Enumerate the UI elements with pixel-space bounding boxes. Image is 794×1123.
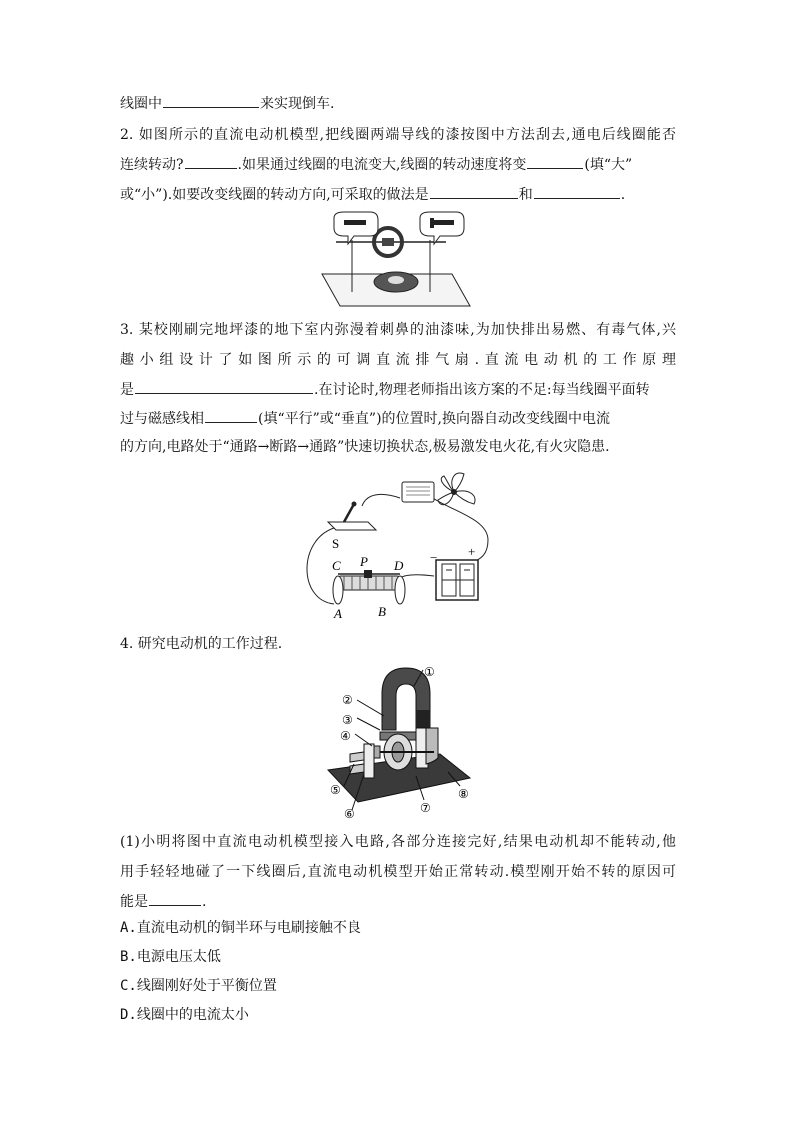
minus-label: − — [430, 550, 438, 565]
answer-blank[interactable] — [163, 93, 259, 108]
answer-blank[interactable] — [135, 379, 313, 394]
part-8-label: ⑧ — [458, 787, 469, 801]
magnet-s-label: S — [400, 716, 407, 726]
answer-blank[interactable] — [430, 184, 518, 199]
q3-line-2: 趣小组设计了如图所示的可调直流排气扇.直流电动机的工作原理 — [120, 352, 676, 368]
text: .如果通过线圈的电流变大,线圈的转动速度将变 — [237, 157, 527, 173]
terminal-c-label: C — [332, 558, 341, 573]
text: 来实现倒车. — [260, 96, 335, 112]
plus-label: + — [468, 544, 476, 559]
q3-line-1: 3. 某校刚刷完地坪漆的地下室内弥漫着刺鼻的油漆味,为加快排出易燃、有毒气体,兴 — [120, 322, 676, 338]
option-b[interactable]: B.电源电压太低 — [120, 949, 221, 965]
part-1-label: ① — [424, 665, 435, 679]
text: .在讨论时,物理老师指出该方案的不足:每当线圈平面转 — [314, 382, 650, 398]
answer-blank[interactable] — [185, 154, 237, 169]
q2-line-3 — [120, 184, 676, 205]
motor-parts-figure — [322, 660, 478, 822]
part-4-label: ④ — [340, 729, 351, 743]
terminal-b-label: B — [378, 604, 386, 619]
answer-blank[interactable] — [149, 891, 201, 906]
q3-line-3 — [120, 379, 676, 400]
text: 和 — [518, 187, 533, 203]
option-d[interactable]: D.线圈中的电流太小 — [120, 1007, 249, 1023]
motor-model-figure-1 — [316, 210, 476, 310]
q1-tail-line — [120, 93, 676, 114]
part-5-label: ⑤ — [330, 783, 341, 797]
fan-circuit-figure — [298, 470, 498, 626]
text: (填“大” — [584, 157, 633, 173]
text: . — [202, 894, 207, 910]
q4-1-line-2: 用手轻轻地碰了一下线圈后,直流电动机模型开始正常转动.模型刚开始不转的原因可 — [120, 864, 676, 880]
text: . — [620, 187, 626, 203]
q3-line-5: 的方向,电路处于“通路→断路→通路”快速切换状态,极易激发电火花,有火灾隐患. — [120, 439, 610, 455]
option-a[interactable]: A.直流电动机的铜半环与电刷接触不良 — [120, 920, 361, 936]
answer-blank[interactable] — [205, 408, 257, 423]
q4-1-line-3 — [120, 891, 676, 912]
part-6-label: ⑥ — [344, 807, 355, 821]
answer-blank[interactable] — [527, 154, 583, 169]
terminal-d-label: D — [394, 558, 404, 573]
q2-line-1: 2. 如图所示的直流电动机模型,把线圈两端导线的漆按图中方法刮去,通电后线圈能否 — [120, 127, 676, 143]
q4-line: 4. 研究电动机的工作过程. — [120, 636, 283, 652]
option-c[interactable]: C.线圈刚好处于平衡位置 — [120, 978, 277, 994]
text: 连续转动? — [120, 157, 184, 173]
q2-line-2 — [120, 154, 676, 175]
text: 或“小”).如要改变线圈的转动方向,可采取的做法是 — [120, 187, 429, 203]
text: (填“平行”或“垂直”)的位置时,换向器自动改变线圈中电流 — [258, 411, 611, 427]
answer-blank[interactable] — [534, 184, 620, 199]
switch-label: S — [332, 536, 340, 551]
text: 线圈中 — [120, 96, 162, 112]
text: 过与磁感线相 — [120, 411, 204, 427]
text: 是 — [120, 382, 134, 398]
part-7-label: ⑦ — [420, 801, 431, 815]
terminal-a-label: A — [334, 606, 342, 621]
part-3-label: ③ — [342, 713, 353, 727]
slider-p-label: P — [360, 554, 368, 569]
q4-1-line-1: (1)小明将图中直流电动机模型接入电路,各部分连接完好,结果电动机却不能转动,他 — [120, 834, 676, 850]
q3-line-4 — [120, 408, 676, 429]
text: 能是 — [120, 894, 148, 910]
part-2-label: ② — [342, 693, 353, 707]
